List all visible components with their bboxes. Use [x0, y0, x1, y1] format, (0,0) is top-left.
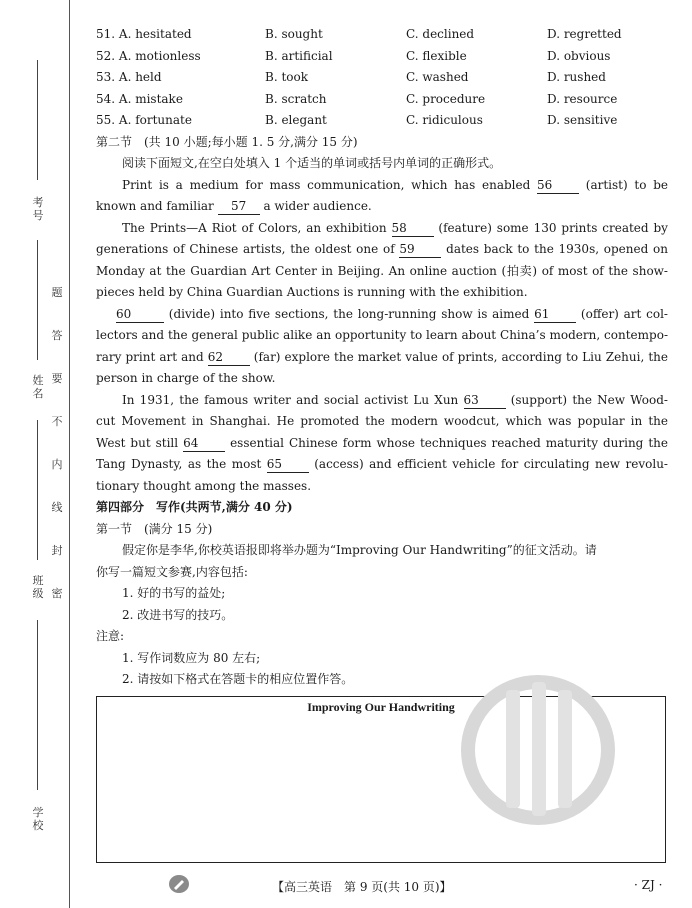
writing-point-2: 2. 改进书写的技巧。: [122, 607, 234, 622]
passage-line: 60 (divide) into five sections, the long-running show is aimed 61 (offer) art col-: [116, 306, 668, 321]
option-53-b: B. took: [265, 70, 308, 84]
part-4-subheading: 第一节 (满分 15 分): [96, 521, 213, 536]
writing-prompt-line: 你写一篇短文参赛,内容包括:: [96, 564, 248, 579]
seal-char-2: 答: [51, 329, 63, 342]
class-label: 班级: [32, 574, 44, 600]
option-55-b: B. elegant: [265, 113, 327, 127]
section-2-heading: 第二节 (共 10 小题;每小题 1. 5 分,满分 15 分): [96, 134, 358, 149]
blank-65[interactable]: 65: [267, 456, 309, 473]
passage-line: tionary thought among the masses.: [96, 478, 312, 493]
part-4-heading: 第四部分 写作(共两节,满分 40 分): [96, 500, 293, 514]
name-label: 姓名: [32, 374, 44, 400]
option-55-c: C. ridiculous: [406, 113, 483, 127]
blank-57[interactable]: 57: [218, 198, 260, 215]
option-51-a: 51. A. hesitated: [96, 27, 192, 41]
note-2: 2. 请按如下格式在答题卡的相应位置作答。: [122, 672, 354, 686]
exam-content: [96, 24, 668, 691]
passage-line: generations of Chinese artists, the oldest one of 59 dates back to the 1930s, opened on: [96, 242, 668, 256]
blank-59[interactable]: 59: [399, 241, 441, 258]
school-line: [37, 620, 38, 790]
exam-number-line: [37, 60, 38, 180]
passage-line: rary print art and 62 (far) explore the market value of prints, according to Liu Zehui, the: [96, 349, 668, 364]
blank-64[interactable]: 64: [183, 435, 225, 452]
blank-60[interactable]: 60: [116, 306, 164, 323]
passage-line: Tang Dynasty, as the most 65 (access) and efficient vehicle for circulating new revolu-: [96, 457, 668, 471]
option-51-c: C. declined: [406, 27, 475, 41]
passage-line: person in charge of the show.: [96, 371, 276, 385]
passage-line: The Prints—A Riot of Colors, an exhibition 58 (feature) some 130 prints created by: [122, 220, 668, 235]
passage-line: cut Movement in Shanghai. He promoted the modern woodcut, which was popular in the: [96, 414, 668, 428]
passage-line: lectors and the general public alike an opportunity to learn about China’s modern, contempo-: [96, 328, 668, 342]
option-55-d: D. sensitive: [547, 113, 618, 127]
blank-61[interactable]: 61: [534, 306, 576, 323]
seal-char-1: 题: [51, 286, 63, 299]
notes-heading: 注意:: [96, 629, 125, 643]
passage-line: In 1931, the famous writer and social activist Lu Xun 63 (support) the New Wood-: [122, 392, 668, 407]
passage-line: pieces held by China Guardian Auctions is running with the exhibition.: [96, 285, 528, 299]
class-line: [37, 420, 38, 560]
writing-point-1: 1. 好的书写的益处;: [122, 586, 226, 600]
option-54-d: D. resource: [547, 91, 618, 106]
option-52-c: C. flexible: [406, 48, 467, 63]
note-1: 1. 写作词数应为 80 左右;: [122, 650, 261, 665]
option-54-c: C. procedure: [406, 91, 486, 106]
seal-char-8: 密: [51, 587, 63, 600]
binding-margin-line: [69, 0, 70, 908]
option-51-b: B. sought: [265, 27, 323, 41]
blank-56[interactable]: 56: [537, 177, 579, 194]
exam-number-label: 考号: [32, 196, 44, 222]
option-53-c: C. washed: [406, 70, 469, 84]
passage-line: West but still 64 essential Chinese form whose techniques reached maturity during the: [96, 435, 668, 450]
option-52-b: B. artificial: [265, 48, 333, 63]
option-54-b: B. scratch: [265, 91, 327, 106]
school-label: 学校: [32, 806, 44, 832]
passage-line: Monday at the Guardian Art Center in Beijing. An online auction (拍卖) of most of the show-: [96, 263, 668, 278]
pencil-icon: [168, 874, 190, 894]
seal-char-7: 封: [51, 544, 63, 557]
seal-char-5: 内: [51, 458, 63, 471]
question-55-options: [96, 110, 668, 132]
passage-line: known and familiar 57 a wider audience.: [96, 199, 372, 213]
footer-code: · ZJ ·: [634, 878, 663, 892]
passage-line: Print is a medium for mass communication, which has enabled 56 (artist) to be: [122, 177, 668, 192]
writing-prompt-line: 假定你是李华,你校英语报即将举办题为“Improving Our Handwriting”的征文活动。请: [122, 543, 597, 557]
watermark-logo: [448, 660, 628, 835]
option-53-d: D. rushed: [547, 70, 606, 84]
seal-char-4: 不: [51, 415, 63, 428]
section-2-instruction: 阅读下面短文,在空白处填入 1 个适当的单词或括号内单词的正确形式。: [122, 156, 502, 170]
option-54-a: 54. A. mistake: [96, 91, 183, 106]
option-55-a: 55. A. fortunate: [96, 113, 192, 127]
option-52-d: D. obvious: [547, 48, 611, 63]
question-51-options: [96, 24, 668, 46]
name-line: [37, 240, 38, 360]
option-52-a: 52. A. motionless: [96, 48, 201, 63]
question-53-options: [96, 67, 668, 89]
question-52-options: [96, 46, 668, 68]
option-53-a: 53. A. held: [96, 70, 162, 84]
seal-char-3: 要: [51, 372, 63, 385]
blank-58[interactable]: 58: [392, 220, 434, 237]
question-54-options: [96, 89, 668, 111]
blank-62[interactable]: 62: [208, 349, 250, 366]
seal-char-6: 线: [51, 501, 63, 514]
writing-box-title: Improving Our Handwriting: [307, 700, 455, 714]
option-51-d: D. regretted: [547, 27, 622, 41]
blank-63[interactable]: 63: [464, 392, 506, 409]
page-footer-label: 【高三英语 第 9 页(共 10 页)】: [272, 880, 452, 894]
